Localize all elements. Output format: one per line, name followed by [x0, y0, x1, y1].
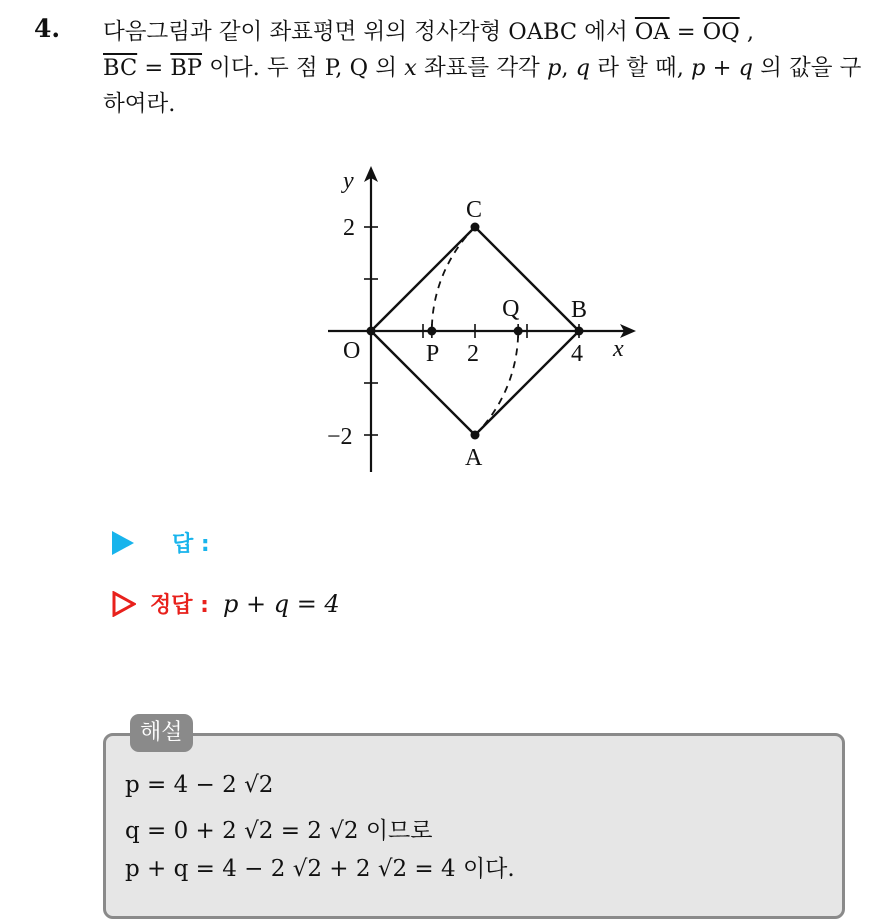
explanation-line: p + q = 4 − 2 √2 + 2 √2 = 4 이다. — [125, 856, 515, 882]
point-b-dot — [575, 327, 584, 336]
point-c-dot — [471, 223, 480, 232]
variable-x: x — [404, 55, 417, 81]
question-text-part: 라 할 때, — [590, 55, 692, 81]
variable-p: p — [546, 55, 562, 81]
x-axis-label: x — [613, 336, 624, 362]
question-text-part: , — [739, 19, 754, 45]
question-number: 4. — [34, 14, 61, 43]
explanation-line: p = 4 − 2 √2 — [125, 772, 274, 798]
correct-answer-label: 정답 : — [150, 593, 209, 618]
point-o-dot — [367, 327, 376, 336]
point-a-dot — [471, 431, 480, 440]
tick-label-x-4: 4 — [571, 341, 583, 367]
point-label-a: A — [465, 445, 483, 471]
point-label-q: Q — [502, 296, 520, 322]
tick-label-x-2: 2 — [467, 341, 479, 367]
variable-q: q — [575, 55, 591, 81]
answer-row — [112, 527, 210, 558]
question-text-part: 의 값을 구하여라. — [103, 55, 862, 117]
coordinate-figure — [300, 160, 660, 490]
explanation-line: q = 0 + 2 √2 = 2 √2 이므로 — [125, 818, 433, 844]
question-text-part: , — [561, 55, 576, 81]
point-label-p: P — [425, 341, 440, 367]
equals-sign: = — [669, 19, 703, 45]
segment-oa: $\overline{OA}$ — [634, 19, 670, 45]
question-text — [103, 14, 863, 122]
expression-p-plus-q: p + q — [691, 55, 754, 81]
segment-bp: $\overline{BP}$ — [170, 55, 203, 81]
origin-label: O — [343, 338, 361, 364]
point-label-b: B — [571, 297, 588, 323]
equals-sign: = — [137, 55, 171, 81]
dashed-arc-bc-to-p — [432, 227, 475, 331]
y-axis-label: y — [343, 168, 354, 194]
correct-answer-row — [112, 588, 340, 619]
question-text-part: 좌표를 각각 — [416, 55, 547, 81]
question-text-part: 다음그림과 같이 좌표평면 위의 정사각형 OABC 에서 — [103, 19, 635, 45]
question-text-part: 이다. 두 점 P, Q 의 — [202, 55, 405, 81]
outline-triangle-icon — [112, 591, 136, 617]
point-label-c: C — [466, 197, 483, 223]
tick-label-y-2: 2 — [343, 215, 355, 241]
segment-bc: $\overline{BC}$ — [103, 55, 138, 81]
filled-triangle-icon — [112, 531, 134, 555]
correct-answer-value: p + q = 4 — [222, 589, 340, 618]
point-labels — [426, 197, 587, 471]
tick-label-y-minus-2: −2 — [327, 424, 353, 450]
segment-oq: $\overline{OQ}$ — [702, 19, 740, 45]
explanation-tag: 해설 — [130, 714, 193, 752]
answer-label: 답 : — [172, 532, 210, 557]
dashed-arc-oa-to-q — [475, 331, 518, 435]
